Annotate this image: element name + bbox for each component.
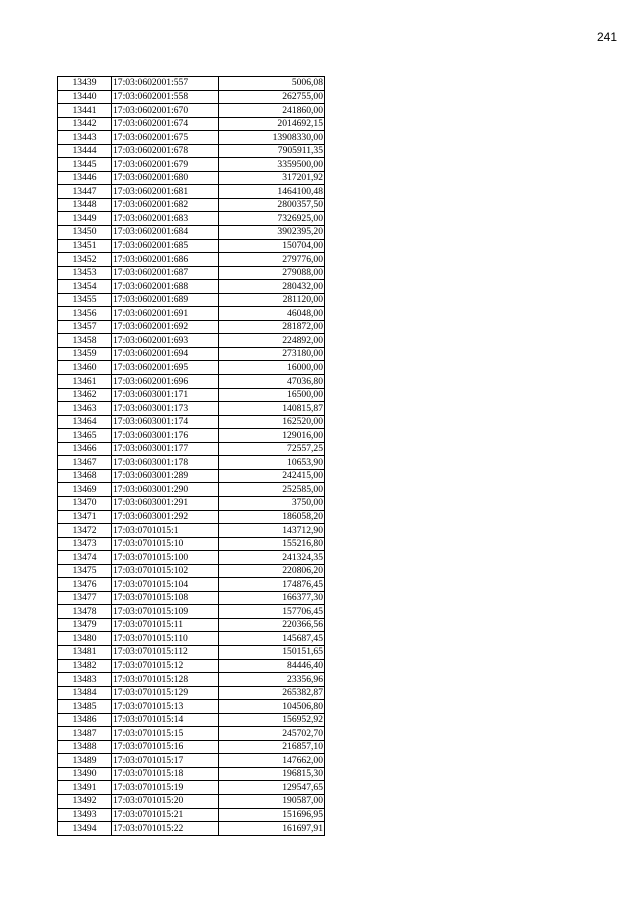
table-row (58, 429, 325, 443)
cadastral-value: 220806,20 (219, 564, 325, 578)
table-row (58, 226, 325, 240)
cadastral-value: 280432,00 (219, 280, 325, 294)
table-row (58, 808, 325, 822)
table-row (58, 767, 325, 781)
cadastral-number: 17:03:0602001:557 (112, 77, 219, 91)
cadastral-number: 17:03:0602001:678 (112, 144, 219, 158)
cadastral-value: 281120,00 (219, 293, 325, 307)
row-number: 13453 (58, 266, 112, 280)
table-row (58, 551, 325, 565)
table-row (58, 307, 325, 321)
table-row (58, 794, 325, 808)
cadastral-number: 17:03:0701015:108 (112, 591, 219, 605)
cadastral-value: 220366,56 (219, 618, 325, 632)
row-number: 13480 (58, 632, 112, 646)
table-row (58, 253, 325, 267)
row-number: 13442 (58, 117, 112, 131)
table-row (58, 727, 325, 741)
row-number: 13449 (58, 212, 112, 226)
row-number: 13443 (58, 131, 112, 145)
cadastral-number: 17:03:0602001:687 (112, 266, 219, 280)
cadastral-value: 317201,92 (219, 171, 325, 185)
row-number: 13454 (58, 280, 112, 294)
cadastral-value: 281872,00 (219, 320, 325, 334)
row-number: 13439 (58, 77, 112, 91)
row-number: 13467 (58, 456, 112, 470)
table-row (58, 618, 325, 632)
cadastral-value: 7326925,00 (219, 212, 325, 226)
row-number: 13493 (58, 808, 112, 822)
cadastral-value: 104506,80 (219, 700, 325, 714)
cadastral-number: 17:03:0602001:680 (112, 171, 219, 185)
cadastral-number: 17:03:0701015:10 (112, 537, 219, 551)
cadastral-number: 17:03:0701015:112 (112, 645, 219, 659)
row-number: 13455 (58, 293, 112, 307)
row-number: 13448 (58, 198, 112, 212)
cadastral-value: 252585,00 (219, 483, 325, 497)
row-number: 13458 (58, 334, 112, 348)
cadastral-number: 17:03:0701015:11 (112, 618, 219, 632)
row-number: 13492 (58, 794, 112, 808)
cadastral-number: 17:03:0602001:693 (112, 334, 219, 348)
cadastral-value: 241860,00 (219, 104, 325, 118)
row-number: 13459 (58, 347, 112, 361)
row-number: 13464 (58, 415, 112, 429)
row-number: 13486 (58, 713, 112, 727)
table-row (58, 496, 325, 510)
table-row (58, 754, 325, 768)
cadastral-value: 147662,00 (219, 754, 325, 768)
cadastral-number: 17:03:0603001:178 (112, 456, 219, 470)
cadastral-value: 143712,90 (219, 524, 325, 538)
table-row (58, 659, 325, 673)
cadastral-number: 17:03:0602001:686 (112, 253, 219, 267)
table-row (58, 415, 325, 429)
cadastral-value: 174876,45 (219, 578, 325, 592)
cadastral-value: 190587,00 (219, 794, 325, 808)
row-number: 13468 (58, 469, 112, 483)
cadastral-value: 2014692,15 (219, 117, 325, 131)
cadastral-number: 17:03:0701015:13 (112, 700, 219, 714)
table-row (58, 673, 325, 687)
table-row (58, 686, 325, 700)
cadastral-value: 265382,87 (219, 686, 325, 700)
row-number: 13472 (58, 524, 112, 538)
cadastral-number: 17:03:0603001:292 (112, 510, 219, 524)
table-row (58, 781, 325, 795)
row-number: 13489 (58, 754, 112, 768)
cadastral-number: 17:03:0603001:290 (112, 483, 219, 497)
row-number: 13479 (58, 618, 112, 632)
table-row (58, 564, 325, 578)
table-row (58, 632, 325, 646)
cadastral-value: 216857,10 (219, 740, 325, 754)
cadastral-number: 17:03:0603001:171 (112, 388, 219, 402)
row-number: 13440 (58, 90, 112, 104)
cadastral-value: 46048,00 (219, 307, 325, 321)
cadastral-number: 17:03:0701015:129 (112, 686, 219, 700)
table-row (58, 320, 325, 334)
table-row (58, 388, 325, 402)
cadastral-value: 3359500,00 (219, 158, 325, 172)
table-row (58, 144, 325, 158)
row-number: 13481 (58, 645, 112, 659)
cadastral-value: 242415,00 (219, 469, 325, 483)
cadastral-value: 151696,95 (219, 808, 325, 822)
table-row (58, 185, 325, 199)
table-row (58, 131, 325, 145)
row-number: 13471 (58, 510, 112, 524)
cadastral-number: 17:03:0701015:19 (112, 781, 219, 795)
table-row (58, 469, 325, 483)
row-number: 13490 (58, 767, 112, 781)
cadastral-value: 186058,20 (219, 510, 325, 524)
row-number: 13450 (58, 226, 112, 240)
row-number: 13465 (58, 429, 112, 443)
cadastral-number: 17:03:0602001:684 (112, 226, 219, 240)
cadastral-value: 1464100,48 (219, 185, 325, 199)
cadastral-number: 17:03:0602001:683 (112, 212, 219, 226)
row-number: 13485 (58, 700, 112, 714)
row-number: 13451 (58, 239, 112, 253)
table-row (58, 293, 325, 307)
row-number: 13469 (58, 483, 112, 497)
row-number: 13462 (58, 388, 112, 402)
table-row (58, 510, 325, 524)
cadastral-number: 17:03:0701015:128 (112, 673, 219, 687)
cadastral-number: 17:03:0602001:691 (112, 307, 219, 321)
table-row (58, 442, 325, 456)
cadastral-value: 16000,00 (219, 361, 325, 375)
cadastral-value: 3902395,20 (219, 226, 325, 240)
table-row (58, 280, 325, 294)
row-number: 13466 (58, 442, 112, 456)
cadastral-number: 17:03:0602001:695 (112, 361, 219, 375)
cadastral-value: 84446,40 (219, 659, 325, 673)
cadastral-number: 17:03:0701015:109 (112, 605, 219, 619)
row-number: 13463 (58, 402, 112, 416)
cadastral-value: 241324,35 (219, 551, 325, 565)
table-row (58, 645, 325, 659)
row-number: 13491 (58, 781, 112, 795)
cadastral-number: 17:03:0602001:685 (112, 239, 219, 253)
cadastral-value: 23356,96 (219, 673, 325, 687)
cadastral-value: 224892,00 (219, 334, 325, 348)
cadastral-value: 155216,80 (219, 537, 325, 551)
cadastral-number: 17:03:0602001:681 (112, 185, 219, 199)
cadastral-number: 17:03:0701015:14 (112, 713, 219, 727)
row-number: 13484 (58, 686, 112, 700)
cadastral-value: 162520,00 (219, 415, 325, 429)
table-row (58, 266, 325, 280)
table-row (58, 524, 325, 538)
cadastral-number: 17:03:0603001:176 (112, 429, 219, 443)
table-row (58, 605, 325, 619)
row-number: 13456 (58, 307, 112, 321)
cadastral-number: 17:03:0602001:679 (112, 158, 219, 172)
cadastral-value: 47036,80 (219, 375, 325, 389)
cadastral-value: 13908330,00 (219, 131, 325, 145)
table-row (58, 347, 325, 361)
cadastral-number: 17:03:0602001:692 (112, 320, 219, 334)
cadastral-value: 129547,65 (219, 781, 325, 795)
cadastral-number: 17:03:0701015:1 (112, 524, 219, 538)
cadastral-value: 161697,91 (219, 822, 325, 836)
row-number: 13470 (58, 496, 112, 510)
cadastral-number: 17:03:0602001:675 (112, 131, 219, 145)
row-number: 13473 (58, 537, 112, 551)
cadastral-number: 17:03:0602001:682 (112, 198, 219, 212)
cadastral-value: 2800357,50 (219, 198, 325, 212)
cadastral-number: 17:03:0602001:688 (112, 280, 219, 294)
cadastral-number: 17:03:0701015:12 (112, 659, 219, 673)
cadastral-value: 245702,70 (219, 727, 325, 741)
cadastral-number: 17:03:0701015:102 (112, 564, 219, 578)
table-row (58, 375, 325, 389)
cadastral-number: 17:03:0602001:558 (112, 90, 219, 104)
cadastral-number: 17:03:0602001:674 (112, 117, 219, 131)
cadastral-value: 279088,00 (219, 266, 325, 280)
row-number: 13487 (58, 727, 112, 741)
cadastral-value: 145687,45 (219, 632, 325, 646)
cadastral-value: 157706,45 (219, 605, 325, 619)
row-number: 13447 (58, 185, 112, 199)
table-row (58, 77, 325, 91)
table-row (58, 591, 325, 605)
cadastral-number: 17:03:0602001:696 (112, 375, 219, 389)
cadastral-number: 17:03:0603001:291 (112, 496, 219, 510)
cadastral-number: 17:03:0603001:289 (112, 469, 219, 483)
cadastral-number: 17:03:0701015:110 (112, 632, 219, 646)
row-number: 13476 (58, 578, 112, 592)
cadastral-number: 17:03:0701015:16 (112, 740, 219, 754)
table-body (58, 77, 325, 836)
cadastral-number: 17:03:0603001:174 (112, 415, 219, 429)
cadastral-value: 7905911,35 (219, 144, 325, 158)
table-row (58, 171, 325, 185)
cadastral-number: 17:03:0701015:22 (112, 822, 219, 836)
table-row (58, 117, 325, 131)
table-row (58, 537, 325, 551)
cadastral-number: 17:03:0701015:17 (112, 754, 219, 768)
cadastral-value: 129016,00 (219, 429, 325, 443)
table-row (58, 198, 325, 212)
cadastral-value: 3750,00 (219, 496, 325, 510)
cadastral-value: 166377,30 (219, 591, 325, 605)
cadastral-value: 140815,87 (219, 402, 325, 416)
row-number: 13494 (58, 822, 112, 836)
table-row (58, 158, 325, 172)
cadastral-value: 262755,00 (219, 90, 325, 104)
row-number: 13482 (58, 659, 112, 673)
cadastral-number: 17:03:0603001:177 (112, 442, 219, 456)
row-number: 13483 (58, 673, 112, 687)
row-number: 13475 (58, 564, 112, 578)
row-number: 13446 (58, 171, 112, 185)
row-number: 13488 (58, 740, 112, 754)
row-number: 13477 (58, 591, 112, 605)
cadastral-number: 17:03:0701015:100 (112, 551, 219, 565)
cadastral-value: 273180,00 (219, 347, 325, 361)
cadastral-value: 72557,25 (219, 442, 325, 456)
cadastral-value: 279776,00 (219, 253, 325, 267)
cadastral-value: 5006,08 (219, 77, 325, 91)
row-number: 13445 (58, 158, 112, 172)
cadastral-value: 150151,65 (219, 645, 325, 659)
cadastral-value-table (57, 76, 325, 836)
cadastral-number: 17:03:0701015:21 (112, 808, 219, 822)
table-row (58, 334, 325, 348)
table-row (58, 578, 325, 592)
cadastral-value: 16500,00 (219, 388, 325, 402)
table-row (58, 361, 325, 375)
table-row (58, 90, 325, 104)
cadastral-value: 156952,92 (219, 713, 325, 727)
table-row (58, 212, 325, 226)
table-row (58, 740, 325, 754)
table-row (58, 700, 325, 714)
row-number: 13460 (58, 361, 112, 375)
cadastral-value: 196815,30 (219, 767, 325, 781)
cadastral-number: 17:03:0602001:670 (112, 104, 219, 118)
row-number: 13441 (58, 104, 112, 118)
table-row (58, 402, 325, 416)
table-row (58, 104, 325, 118)
table-row (58, 239, 325, 253)
table-row (58, 483, 325, 497)
table-row (58, 713, 325, 727)
row-number: 13457 (58, 320, 112, 334)
cadastral-number: 17:03:0701015:15 (112, 727, 219, 741)
row-number: 13474 (58, 551, 112, 565)
cadastral-number: 17:03:0701015:18 (112, 767, 219, 781)
page-number: 241 (596, 30, 617, 44)
cadastral-number: 17:03:0602001:694 (112, 347, 219, 361)
row-number: 13444 (58, 144, 112, 158)
cadastral-value: 10653,90 (219, 456, 325, 470)
cadastral-number: 17:03:0701015:104 (112, 578, 219, 592)
row-number: 13461 (58, 375, 112, 389)
row-number: 13478 (58, 605, 112, 619)
table-row (58, 822, 325, 836)
row-number: 13452 (58, 253, 112, 267)
table-row (58, 456, 325, 470)
cadastral-number: 17:03:0701015:20 (112, 794, 219, 808)
cadastral-value: 150704,00 (219, 239, 325, 253)
cadastral-number: 17:03:0603001:173 (112, 402, 219, 416)
cadastral-number: 17:03:0602001:689 (112, 293, 219, 307)
